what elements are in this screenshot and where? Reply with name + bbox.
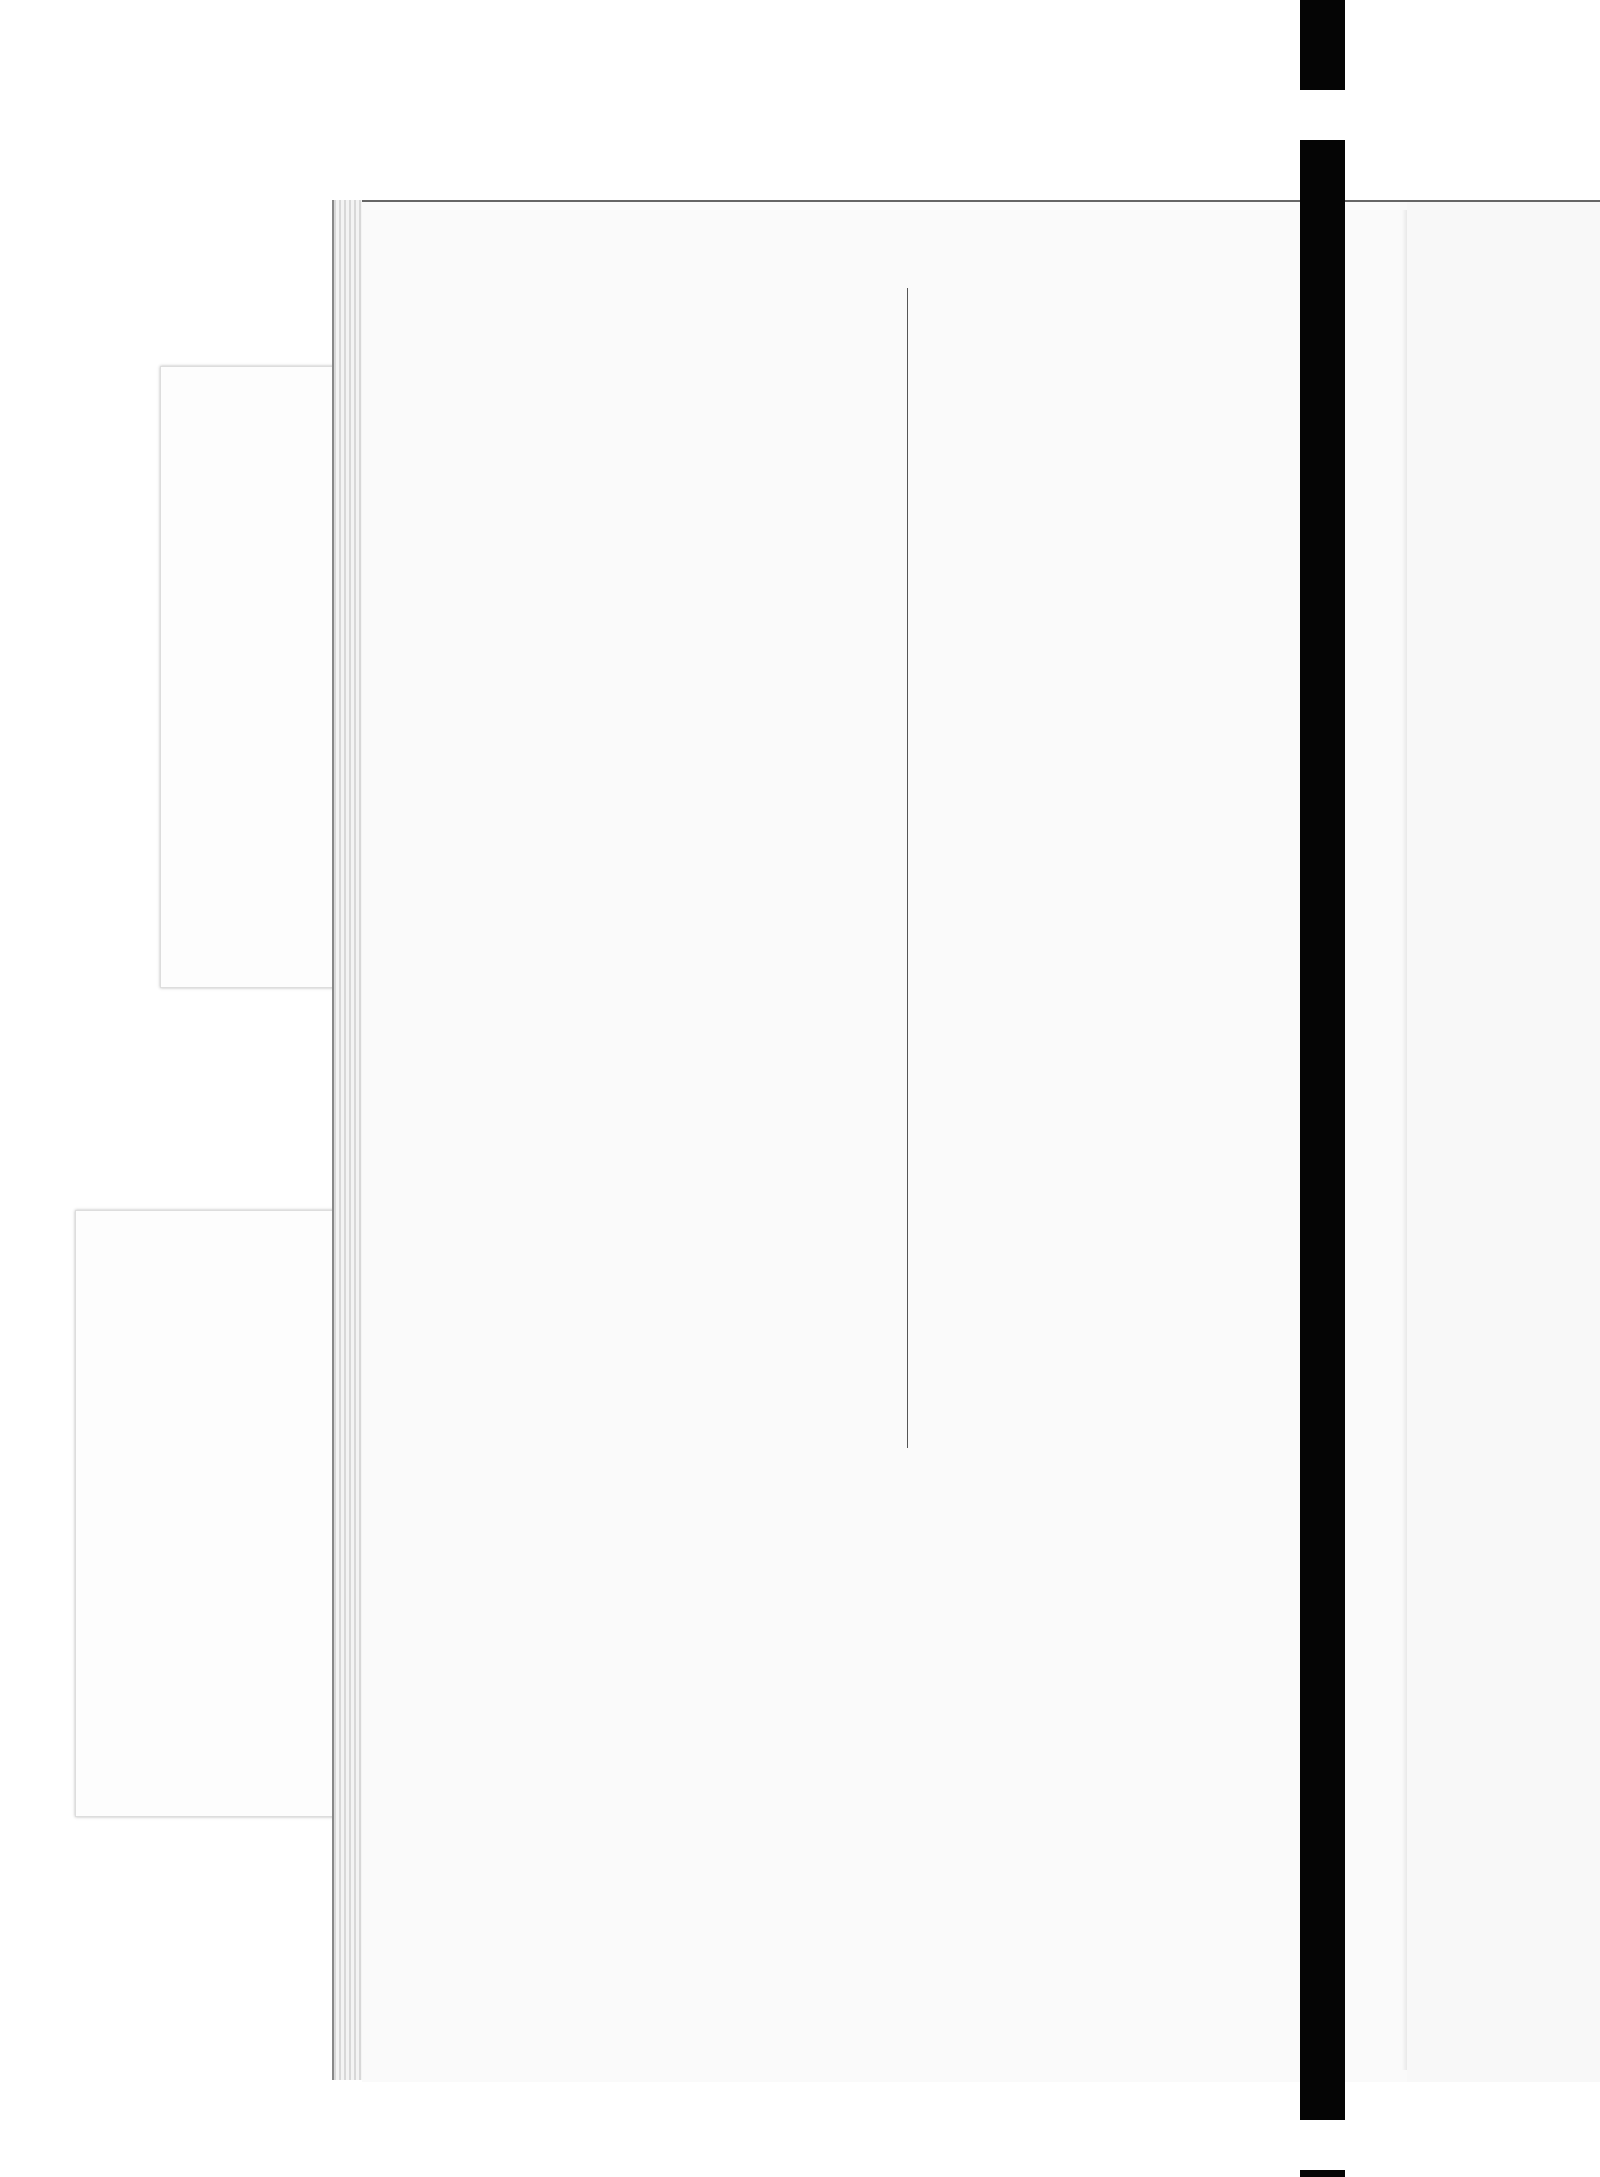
left-page bbox=[362, 200, 1412, 2082]
running-head bbox=[444, 252, 1384, 284]
plastic-soiled-label bbox=[160, 366, 347, 988]
bleed-repaired-label bbox=[75, 1210, 342, 1817]
black-tab bbox=[1300, 0, 1345, 2177]
scanned-book bbox=[332, 200, 1600, 2080]
page-edge bbox=[332, 200, 364, 2080]
column-divider bbox=[907, 288, 908, 1448]
right-page-fragment bbox=[1407, 200, 1600, 2082]
